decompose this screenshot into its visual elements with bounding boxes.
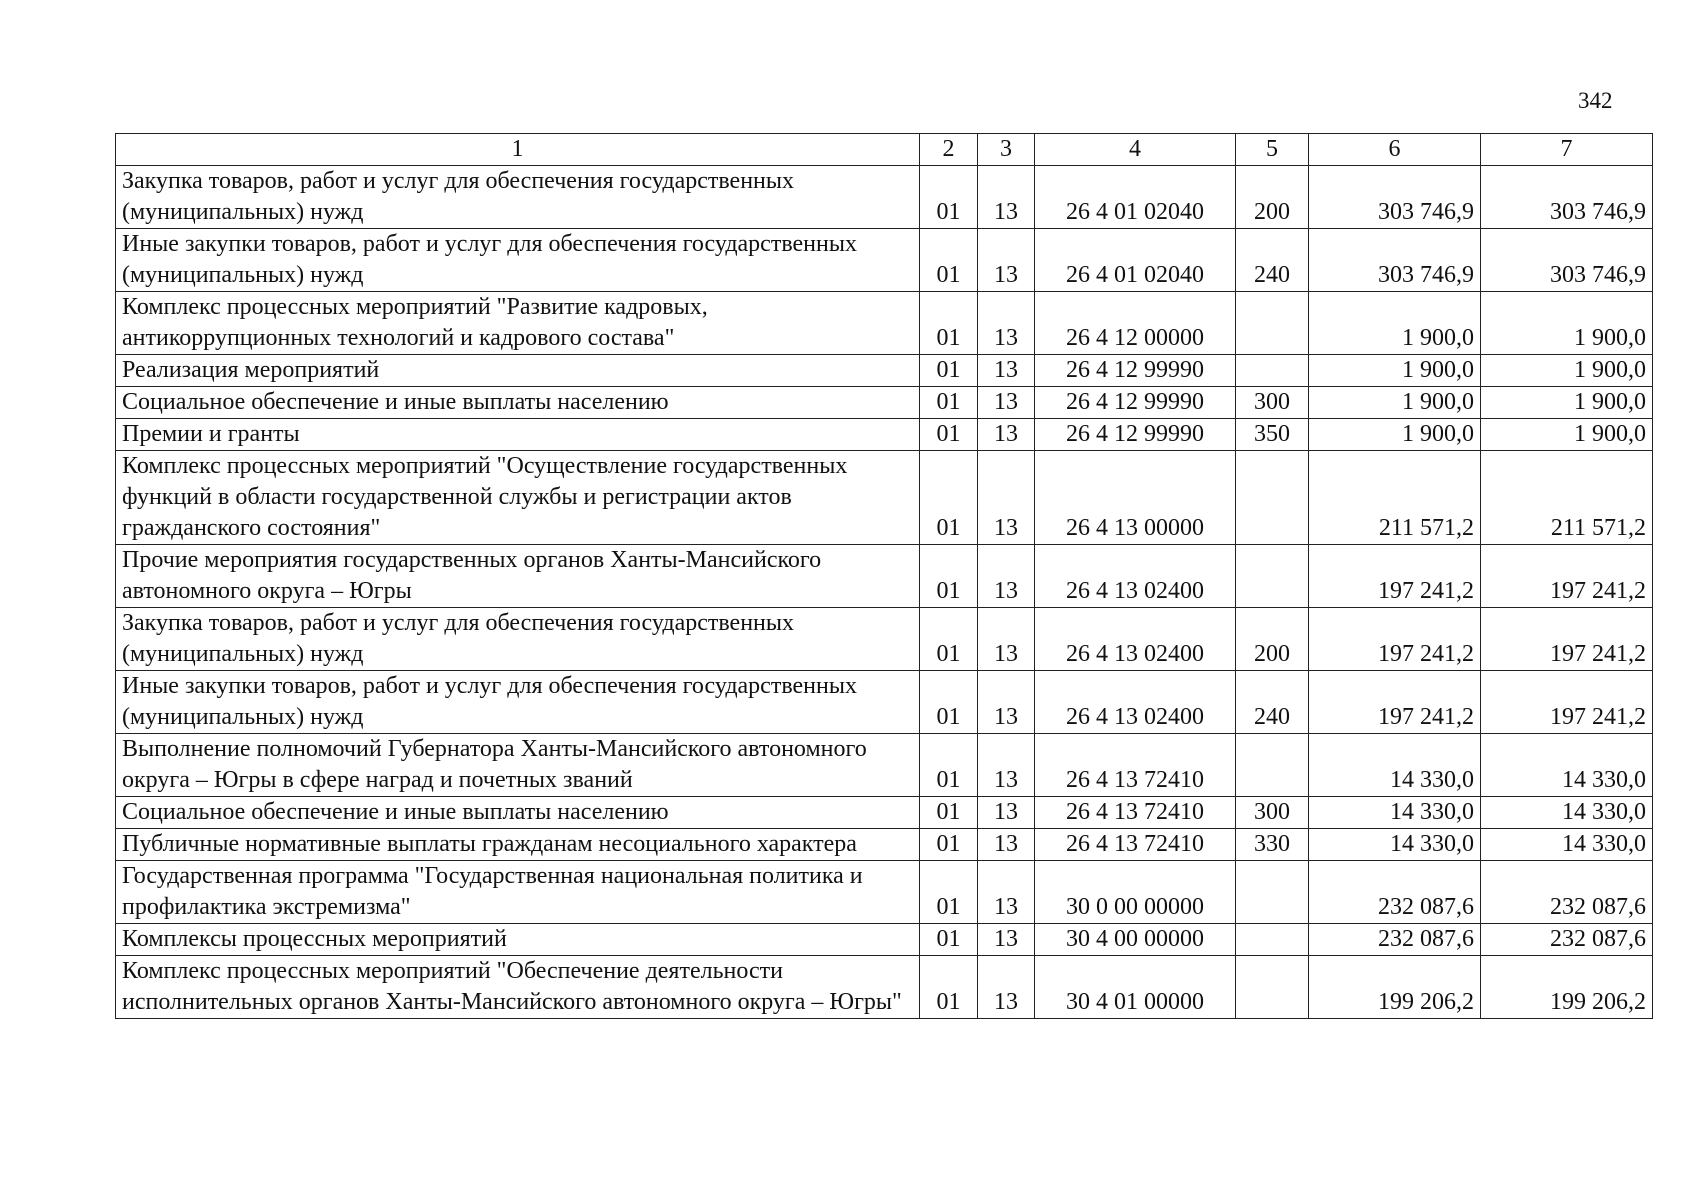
amount-year-1-cell: 1 900,0: [1309, 387, 1481, 419]
table-row: [116, 797, 1653, 829]
section-cell: 01: [920, 387, 978, 419]
table-row: [116, 387, 1653, 419]
table-row: [116, 956, 1653, 1019]
target-article-cell: 26 4 01 02040: [1035, 166, 1236, 229]
subsection-cell: 13: [978, 956, 1035, 1019]
item-name-cell: Премии и гранты: [116, 419, 920, 451]
item-name-cell: Комплексы процессных мероприятий: [116, 924, 920, 956]
column-header-7: 7: [1481, 134, 1653, 166]
section-cell: 01: [920, 355, 978, 387]
amount-year-2-cell: 1 900,0: [1481, 419, 1653, 451]
amount-year-2-cell: 197 241,2: [1481, 545, 1653, 608]
item-name-cell: Комплекс процессных мероприятий "Осуществление государственных функций в области государственной службы и регистрации актов гражданского состояния": [116, 451, 920, 545]
item-name-cell: Социальное обеспечение и иные выплаты населению: [116, 797, 920, 829]
column-header-2: 2: [920, 134, 978, 166]
subsection-cell: 13: [978, 451, 1035, 545]
subsection-cell: 13: [978, 229, 1035, 292]
target-article-cell: 26 4 13 72410: [1035, 734, 1236, 797]
table-row: [116, 861, 1653, 924]
amount-year-2-cell: 1 900,0: [1481, 387, 1653, 419]
item-name-cell: Публичные нормативные выплаты гражданам несоциального характера: [116, 829, 920, 861]
amount-year-1-cell: 197 241,2: [1309, 671, 1481, 734]
amount-year-1-cell: 197 241,2: [1309, 545, 1481, 608]
section-cell: 01: [920, 608, 978, 671]
item-name-cell: Закупка товаров, работ и услуг для обеспечения государственных (муниципальных) нужд: [116, 608, 920, 671]
subsection-cell: 13: [978, 166, 1035, 229]
column-header-6: 6: [1309, 134, 1481, 166]
table-row: [116, 419, 1653, 451]
subsection-cell: 13: [978, 545, 1035, 608]
amount-year-1-cell: 1 900,0: [1309, 419, 1481, 451]
table-header-row: [116, 134, 1653, 166]
section-cell: 01: [920, 924, 978, 956]
amount-year-2-cell: 14 330,0: [1481, 734, 1653, 797]
amount-year-2-cell: 14 330,0: [1481, 829, 1653, 861]
subsection-cell: 13: [978, 671, 1035, 734]
target-article-cell: 30 4 01 00000: [1035, 956, 1236, 1019]
amount-year-2-cell: 211 571,2: [1481, 451, 1653, 545]
subsection-cell: 13: [978, 861, 1035, 924]
expense-type-cell: 350: [1236, 419, 1309, 451]
subsection-cell: 13: [978, 924, 1035, 956]
expense-type-cell: 240: [1236, 671, 1309, 734]
item-name-cell: Закупка товаров, работ и услуг для обеспечения государственных (муниципальных) нужд: [116, 166, 920, 229]
amount-year-1-cell: 14 330,0: [1309, 734, 1481, 797]
amount-year-1-cell: 303 746,9: [1309, 166, 1481, 229]
item-name-cell: Реализация мероприятий: [116, 355, 920, 387]
table-row: [116, 229, 1653, 292]
expense-type-cell: [1236, 861, 1309, 924]
target-article-cell: 26 4 12 00000: [1035, 292, 1236, 355]
target-article-cell: 26 4 13 02400: [1035, 545, 1236, 608]
item-name-cell: Государственная программа "Государственная национальная политика и профилактика экстремизма": [116, 861, 920, 924]
expense-type-cell: 330: [1236, 829, 1309, 861]
table-row: [116, 166, 1653, 229]
amount-year-1-cell: 1 900,0: [1309, 355, 1481, 387]
target-article-cell: 30 0 00 00000: [1035, 861, 1236, 924]
item-name-cell: Иные закупки товаров, работ и услуг для обеспечения государственных (муниципальных) нужд: [116, 671, 920, 734]
target-article-cell: 30 4 00 00000: [1035, 924, 1236, 956]
table-row: [116, 545, 1653, 608]
target-article-cell: 26 4 01 02040: [1035, 229, 1236, 292]
table-row: [116, 671, 1653, 734]
amount-year-1-cell: 14 330,0: [1309, 797, 1481, 829]
subsection-cell: 13: [978, 734, 1035, 797]
expense-type-cell: [1236, 545, 1309, 608]
expense-type-cell: 200: [1236, 166, 1309, 229]
section-cell: 01: [920, 419, 978, 451]
expense-type-cell: [1236, 292, 1309, 355]
amount-year-1-cell: 211 571,2: [1309, 451, 1481, 545]
expense-type-cell: [1236, 924, 1309, 956]
section-cell: 01: [920, 671, 978, 734]
expense-type-cell: 240: [1236, 229, 1309, 292]
target-article-cell: 26 4 13 72410: [1035, 797, 1236, 829]
amount-year-2-cell: 1 900,0: [1481, 355, 1653, 387]
section-cell: 01: [920, 451, 978, 545]
amount-year-2-cell: 232 087,6: [1481, 924, 1653, 956]
amount-year-1-cell: 14 330,0: [1309, 829, 1481, 861]
amount-year-1-cell: 199 206,2: [1309, 956, 1481, 1019]
amount-year-2-cell: 232 087,6: [1481, 861, 1653, 924]
section-cell: 01: [920, 861, 978, 924]
column-header-4: 4: [1035, 134, 1236, 166]
column-header-1: 1: [116, 134, 920, 166]
subsection-cell: 13: [978, 797, 1035, 829]
section-cell: 01: [920, 545, 978, 608]
amount-year-1-cell: 1 900,0: [1309, 292, 1481, 355]
budget-table: [115, 133, 1653, 1019]
target-article-cell: 26 4 13 00000: [1035, 451, 1236, 545]
amount-year-2-cell: 303 746,9: [1481, 229, 1653, 292]
expense-type-cell: [1236, 451, 1309, 545]
expense-type-cell: [1236, 956, 1309, 1019]
amount-year-2-cell: 14 330,0: [1481, 797, 1653, 829]
item-name-cell: Прочие мероприятия государственных органов Ханты-Мансийского автономного округа – Югры: [116, 545, 920, 608]
expense-type-cell: [1236, 734, 1309, 797]
amount-year-2-cell: 197 241,2: [1481, 608, 1653, 671]
target-article-cell: 26 4 12 99990: [1035, 419, 1236, 451]
column-header-5: 5: [1236, 134, 1309, 166]
section-cell: 01: [920, 734, 978, 797]
table-row: [116, 355, 1653, 387]
table-row: [116, 451, 1653, 545]
section-cell: 01: [920, 229, 978, 292]
item-name-cell: Социальное обеспечение и иные выплаты населению: [116, 387, 920, 419]
section-cell: 01: [920, 829, 978, 861]
subsection-cell: 13: [978, 387, 1035, 419]
target-article-cell: 26 4 12 99990: [1035, 387, 1236, 419]
amount-year-2-cell: 303 746,9: [1481, 166, 1653, 229]
subsection-cell: 13: [978, 292, 1035, 355]
expense-type-cell: [1236, 355, 1309, 387]
amount-year-1-cell: 232 087,6: [1309, 924, 1481, 956]
table-row: [116, 292, 1653, 355]
subsection-cell: 13: [978, 608, 1035, 671]
expense-type-cell: 300: [1236, 387, 1309, 419]
amount-year-1-cell: 197 241,2: [1309, 608, 1481, 671]
amount-year-1-cell: 232 087,6: [1309, 861, 1481, 924]
expense-type-cell: 200: [1236, 608, 1309, 671]
expense-type-cell: 300: [1236, 797, 1309, 829]
item-name-cell: Комплекс процессных мероприятий "Развитие кадровых, антикоррупционных технологий и кадрового состава": [116, 292, 920, 355]
table-body: [116, 166, 1653, 1019]
table-row: [116, 924, 1653, 956]
page-number: 342: [1578, 88, 1613, 113]
target-article-cell: 26 4 13 02400: [1035, 671, 1236, 734]
section-cell: 01: [920, 292, 978, 355]
column-header-3: 3: [978, 134, 1035, 166]
target-article-cell: 26 4 13 72410: [1035, 829, 1236, 861]
table-row: [116, 608, 1653, 671]
amount-year-2-cell: 199 206,2: [1481, 956, 1653, 1019]
section-cell: 01: [920, 166, 978, 229]
target-article-cell: 26 4 12 99990: [1035, 355, 1236, 387]
subsection-cell: 13: [978, 355, 1035, 387]
section-cell: 01: [920, 797, 978, 829]
amount-year-2-cell: 1 900,0: [1481, 292, 1653, 355]
item-name-cell: Комплекс процессных мероприятий "Обеспечение деятельности исполнительных органов Ханты-Мансийского автономного округа – Югры": [116, 956, 920, 1019]
subsection-cell: 13: [978, 419, 1035, 451]
target-article-cell: 26 4 13 02400: [1035, 608, 1236, 671]
amount-year-1-cell: 303 746,9: [1309, 229, 1481, 292]
subsection-cell: 13: [978, 829, 1035, 861]
table-row: [116, 829, 1653, 861]
table-row: [116, 734, 1653, 797]
item-name-cell: Иные закупки товаров, работ и услуг для обеспечения государственных (муниципальных) нужд: [116, 229, 920, 292]
amount-year-2-cell: 197 241,2: [1481, 671, 1653, 734]
section-cell: 01: [920, 956, 978, 1019]
item-name-cell: Выполнение полномочий Губернатора Ханты-Мансийского автономного округа – Югры в сфере наград и почетных званий: [116, 734, 920, 797]
